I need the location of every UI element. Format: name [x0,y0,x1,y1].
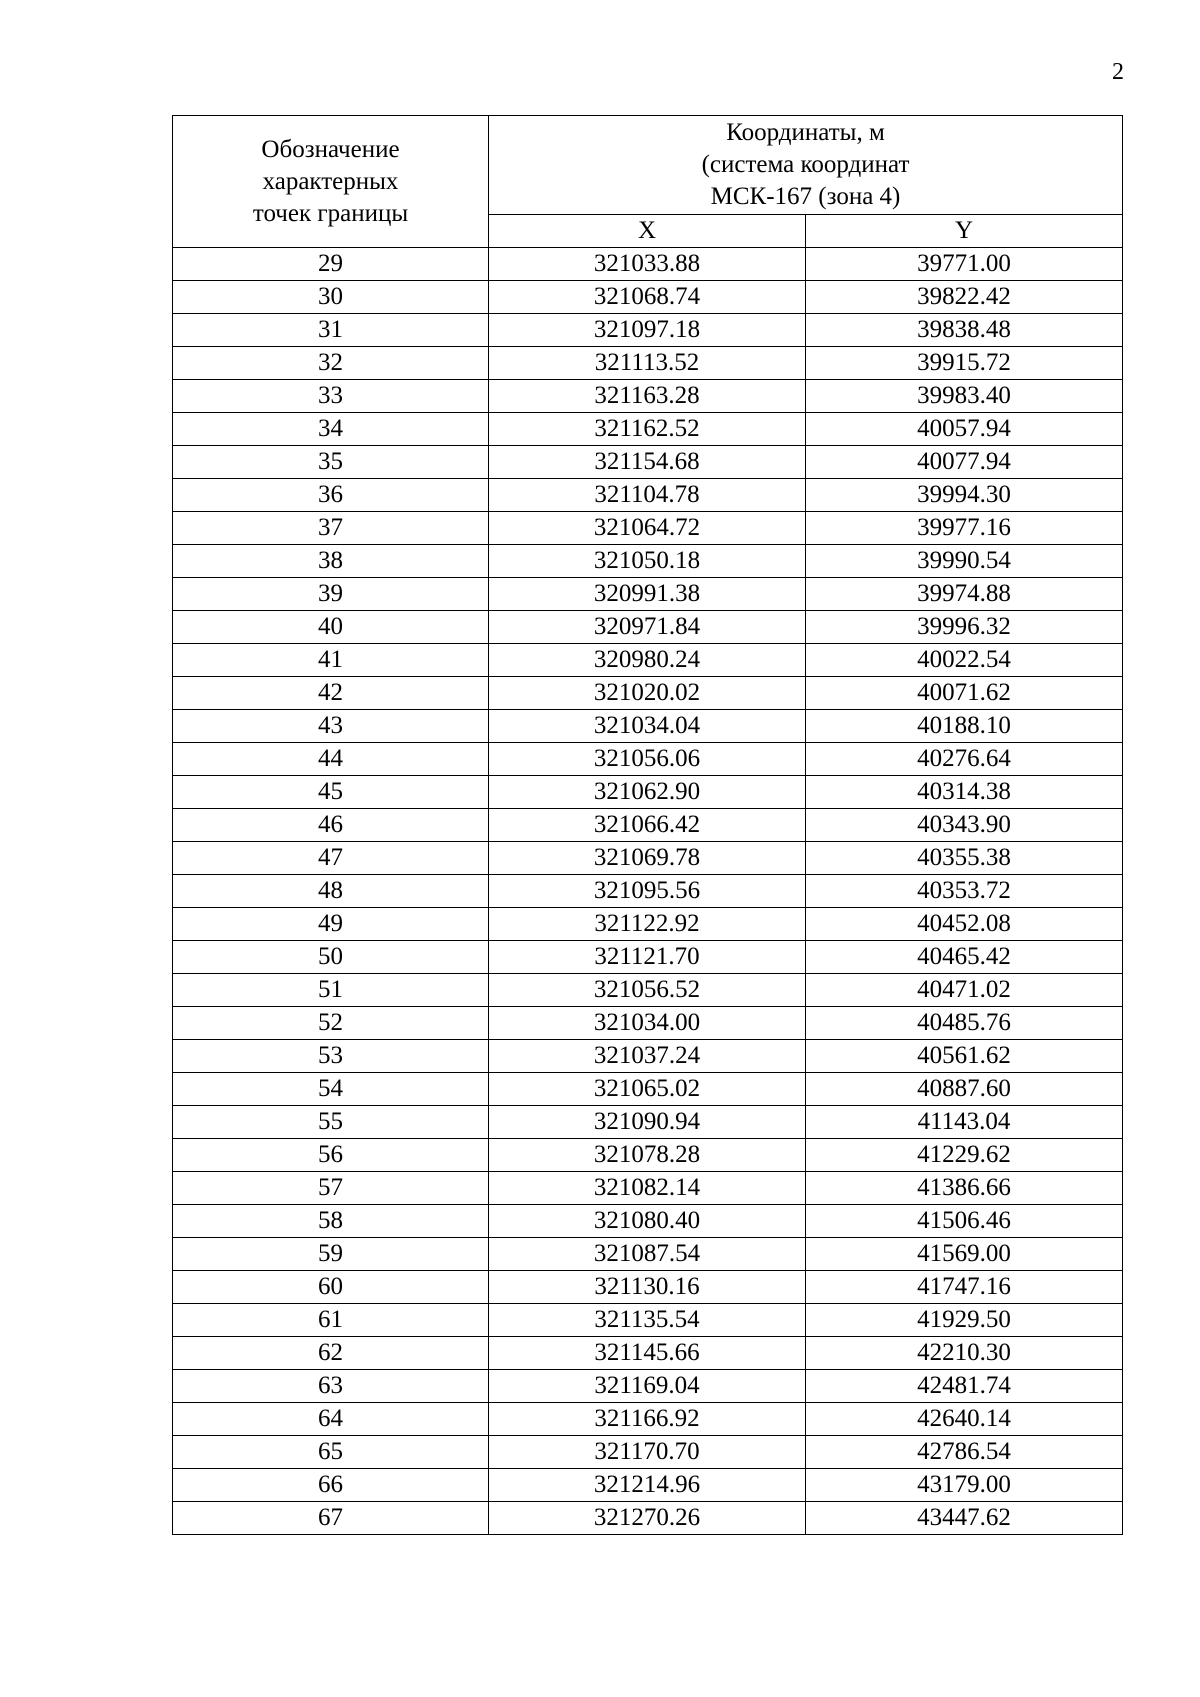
y-coordinate-cell: 43179.00 [806,1469,1123,1502]
point-cell: 65 [173,1436,489,1469]
point-cell: 51 [173,974,489,1007]
y-coordinate-cell: 41229.62 [806,1139,1123,1172]
table-row [173,1172,1123,1205]
table-row [173,908,1123,941]
table-row [173,380,1123,413]
y-coordinate-cell: 41386.66 [806,1172,1123,1205]
table-row [173,1403,1123,1436]
table-row [173,1238,1123,1271]
point-cell: 35 [173,446,489,479]
x-coordinate-cell: 321104.78 [489,479,806,512]
point-cell: 50 [173,941,489,974]
y-coordinate-cell: 39996.32 [806,611,1123,644]
x-coordinate-cell: 321122.92 [489,908,806,941]
table-row [173,413,1123,446]
x-coordinate-cell: 321145.66 [489,1337,806,1370]
y-coordinate-cell: 39977.16 [806,512,1123,545]
table-row [173,1040,1123,1073]
x-coordinate-cell: 321135.54 [489,1304,806,1337]
y-coordinate-cell: 40485.76 [806,1007,1123,1040]
table-row [173,281,1123,314]
x-coordinate-cell: 321097.18 [489,314,806,347]
x-coordinate-cell: 321034.04 [489,710,806,743]
header-coords-line3: МСК-167 (зона 4) [710,183,901,210]
table-row [173,1436,1123,1469]
point-cell: 41 [173,644,489,677]
y-coordinate-cell: 40343.90 [806,809,1123,842]
y-coordinate-cell: 42640.14 [806,1403,1123,1436]
point-cell: 43 [173,710,489,743]
x-coordinate-cell: 321064.72 [489,512,806,545]
table-row [173,842,1123,875]
y-coordinate-cell: 41569.00 [806,1238,1123,1271]
header-y: Y [806,215,1123,248]
x-coordinate-cell: 321270.26 [489,1502,806,1535]
point-cell: 36 [173,479,489,512]
x-coordinate-cell: 321082.14 [489,1172,806,1205]
point-cell: 66 [173,1469,489,1502]
x-coordinate-cell: 321162.52 [489,413,806,446]
y-coordinate-cell: 41143.04 [806,1106,1123,1139]
table-row [173,809,1123,842]
table-row [173,1271,1123,1304]
y-coordinate-cell: 40353.72 [806,875,1123,908]
header-coordinates [489,116,1123,215]
table-row [173,1073,1123,1106]
point-cell: 57 [173,1172,489,1205]
point-cell: 55 [173,1106,489,1139]
table-row [173,1304,1123,1337]
x-coordinate-cell: 321056.52 [489,974,806,1007]
y-coordinate-cell: 43447.62 [806,1502,1123,1535]
y-coordinate-cell: 42481.74 [806,1370,1123,1403]
y-coordinate-cell: 40057.94 [806,413,1123,446]
point-cell: 29 [173,248,489,281]
table-row [173,512,1123,545]
y-coordinate-cell: 39983.40 [806,380,1123,413]
table-row [173,446,1123,479]
x-coordinate-cell: 320991.38 [489,578,806,611]
y-coordinate-cell: 40071.62 [806,677,1123,710]
x-coordinate-cell: 321087.54 [489,1238,806,1271]
y-coordinate-cell: 41747.16 [806,1271,1123,1304]
point-cell: 53 [173,1040,489,1073]
table-row [173,1337,1123,1370]
y-coordinate-cell: 39822.42 [806,281,1123,314]
table-header [173,116,1123,248]
x-coordinate-cell: 321056.06 [489,743,806,776]
table-row [173,1469,1123,1502]
table-row [173,1370,1123,1403]
point-cell: 40 [173,611,489,644]
point-cell: 59 [173,1238,489,1271]
table-row [173,1205,1123,1238]
point-cell: 39 [173,578,489,611]
x-coordinate-cell: 321095.56 [489,875,806,908]
table-row [173,677,1123,710]
point-cell: 61 [173,1304,489,1337]
x-coordinate-cell: 321034.00 [489,1007,806,1040]
point-cell: 56 [173,1139,489,1172]
coordinates-table [172,115,1123,1535]
x-coordinate-cell: 320971.84 [489,611,806,644]
point-cell: 45 [173,776,489,809]
point-cell: 62 [173,1337,489,1370]
x-coordinate-cell: 321214.96 [489,1469,806,1502]
table-row [173,479,1123,512]
table-row [173,314,1123,347]
point-cell: 67 [173,1502,489,1535]
point-cell: 44 [173,743,489,776]
table-row [173,941,1123,974]
x-coordinate-cell: 321078.28 [489,1139,806,1172]
table-row [173,1502,1123,1535]
table-row [173,776,1123,809]
y-coordinate-cell: 40188.10 [806,710,1123,743]
x-coordinate-cell: 321163.28 [489,380,806,413]
y-coordinate-cell: 40077.94 [806,446,1123,479]
table-row [173,710,1123,743]
point-cell: 48 [173,875,489,908]
point-cell: 60 [173,1271,489,1304]
header-point-label: Обозначение характерных точек границы [252,135,409,227]
y-coordinate-cell: 42210.30 [806,1337,1123,1370]
x-coordinate-cell: 321068.74 [489,281,806,314]
point-cell: 64 [173,1403,489,1436]
y-coordinate-cell: 40022.54 [806,644,1123,677]
x-coordinate-cell: 321130.16 [489,1271,806,1304]
x-coordinate-cell: 321037.24 [489,1040,806,1073]
point-cell: 38 [173,545,489,578]
point-cell: 33 [173,380,489,413]
table-row [173,611,1123,644]
x-coordinate-cell: 321121.70 [489,941,806,974]
point-cell: 52 [173,1007,489,1040]
point-cell: 58 [173,1205,489,1238]
y-coordinate-cell: 39994.30 [806,479,1123,512]
y-coordinate-cell: 40452.08 [806,908,1123,941]
point-cell: 42 [173,677,489,710]
y-coordinate-cell: 41929.50 [806,1304,1123,1337]
y-coordinate-cell: 39771.00 [806,248,1123,281]
x-coordinate-cell: 321113.52 [489,347,806,380]
y-coordinate-cell: 39838.48 [806,314,1123,347]
y-coordinate-cell: 42786.54 [806,1436,1123,1469]
x-coordinate-cell: 321169.04 [489,1370,806,1403]
table-row [173,1007,1123,1040]
y-coordinate-cell: 40561.62 [806,1040,1123,1073]
table-row [173,248,1123,281]
table-row [173,974,1123,1007]
point-cell: 30 [173,281,489,314]
x-coordinate-cell: 321062.90 [489,776,806,809]
table-row [173,1106,1123,1139]
x-coordinate-cell: 321050.18 [489,545,806,578]
point-cell: 54 [173,1073,489,1106]
y-coordinate-cell: 40276.64 [806,743,1123,776]
point-cell: 49 [173,908,489,941]
x-coordinate-cell: 321090.94 [489,1106,806,1139]
point-cell: 34 [173,413,489,446]
point-cell: 37 [173,512,489,545]
x-coordinate-cell: 320980.24 [489,644,806,677]
page-number: 2 [1112,59,1124,85]
y-coordinate-cell: 39990.54 [806,545,1123,578]
x-coordinate-cell: 321170.70 [489,1436,806,1469]
y-coordinate-cell: 40355.38 [806,842,1123,875]
x-coordinate-cell: 321080.40 [489,1205,806,1238]
point-cell: 46 [173,809,489,842]
point-cell: 63 [173,1370,489,1403]
y-coordinate-cell: 40887.60 [806,1073,1123,1106]
x-coordinate-cell: 321065.02 [489,1073,806,1106]
x-coordinate-cell: 321033.88 [489,248,806,281]
header-coords-line2: (система координат [701,151,910,178]
y-coordinate-cell: 40465.42 [806,941,1123,974]
point-cell: 32 [173,347,489,380]
y-coordinate-cell: 40471.02 [806,974,1123,1007]
header-coords-line1: Координаты, м [726,119,885,146]
table-row [173,644,1123,677]
header-point-designation [173,116,489,248]
x-coordinate-cell: 321020.02 [489,677,806,710]
y-coordinate-cell: 39974.88 [806,578,1123,611]
x-coordinate-cell: 321069.78 [489,842,806,875]
table-row [173,578,1123,611]
x-coordinate-cell: 321154.68 [489,446,806,479]
table-row [173,875,1123,908]
table-row [173,743,1123,776]
table-row [173,347,1123,380]
y-coordinate-cell: 40314.38 [806,776,1123,809]
point-cell: 47 [173,842,489,875]
y-coordinate-cell: 39915.72 [806,347,1123,380]
x-coordinate-cell: 321166.92 [489,1403,806,1436]
y-coordinate-cell: 41506.46 [806,1205,1123,1238]
table-row [173,545,1123,578]
table-body [173,248,1123,1535]
table-row [173,1139,1123,1172]
header-x: X [489,215,806,248]
x-coordinate-cell: 321066.42 [489,809,806,842]
point-cell: 31 [173,314,489,347]
